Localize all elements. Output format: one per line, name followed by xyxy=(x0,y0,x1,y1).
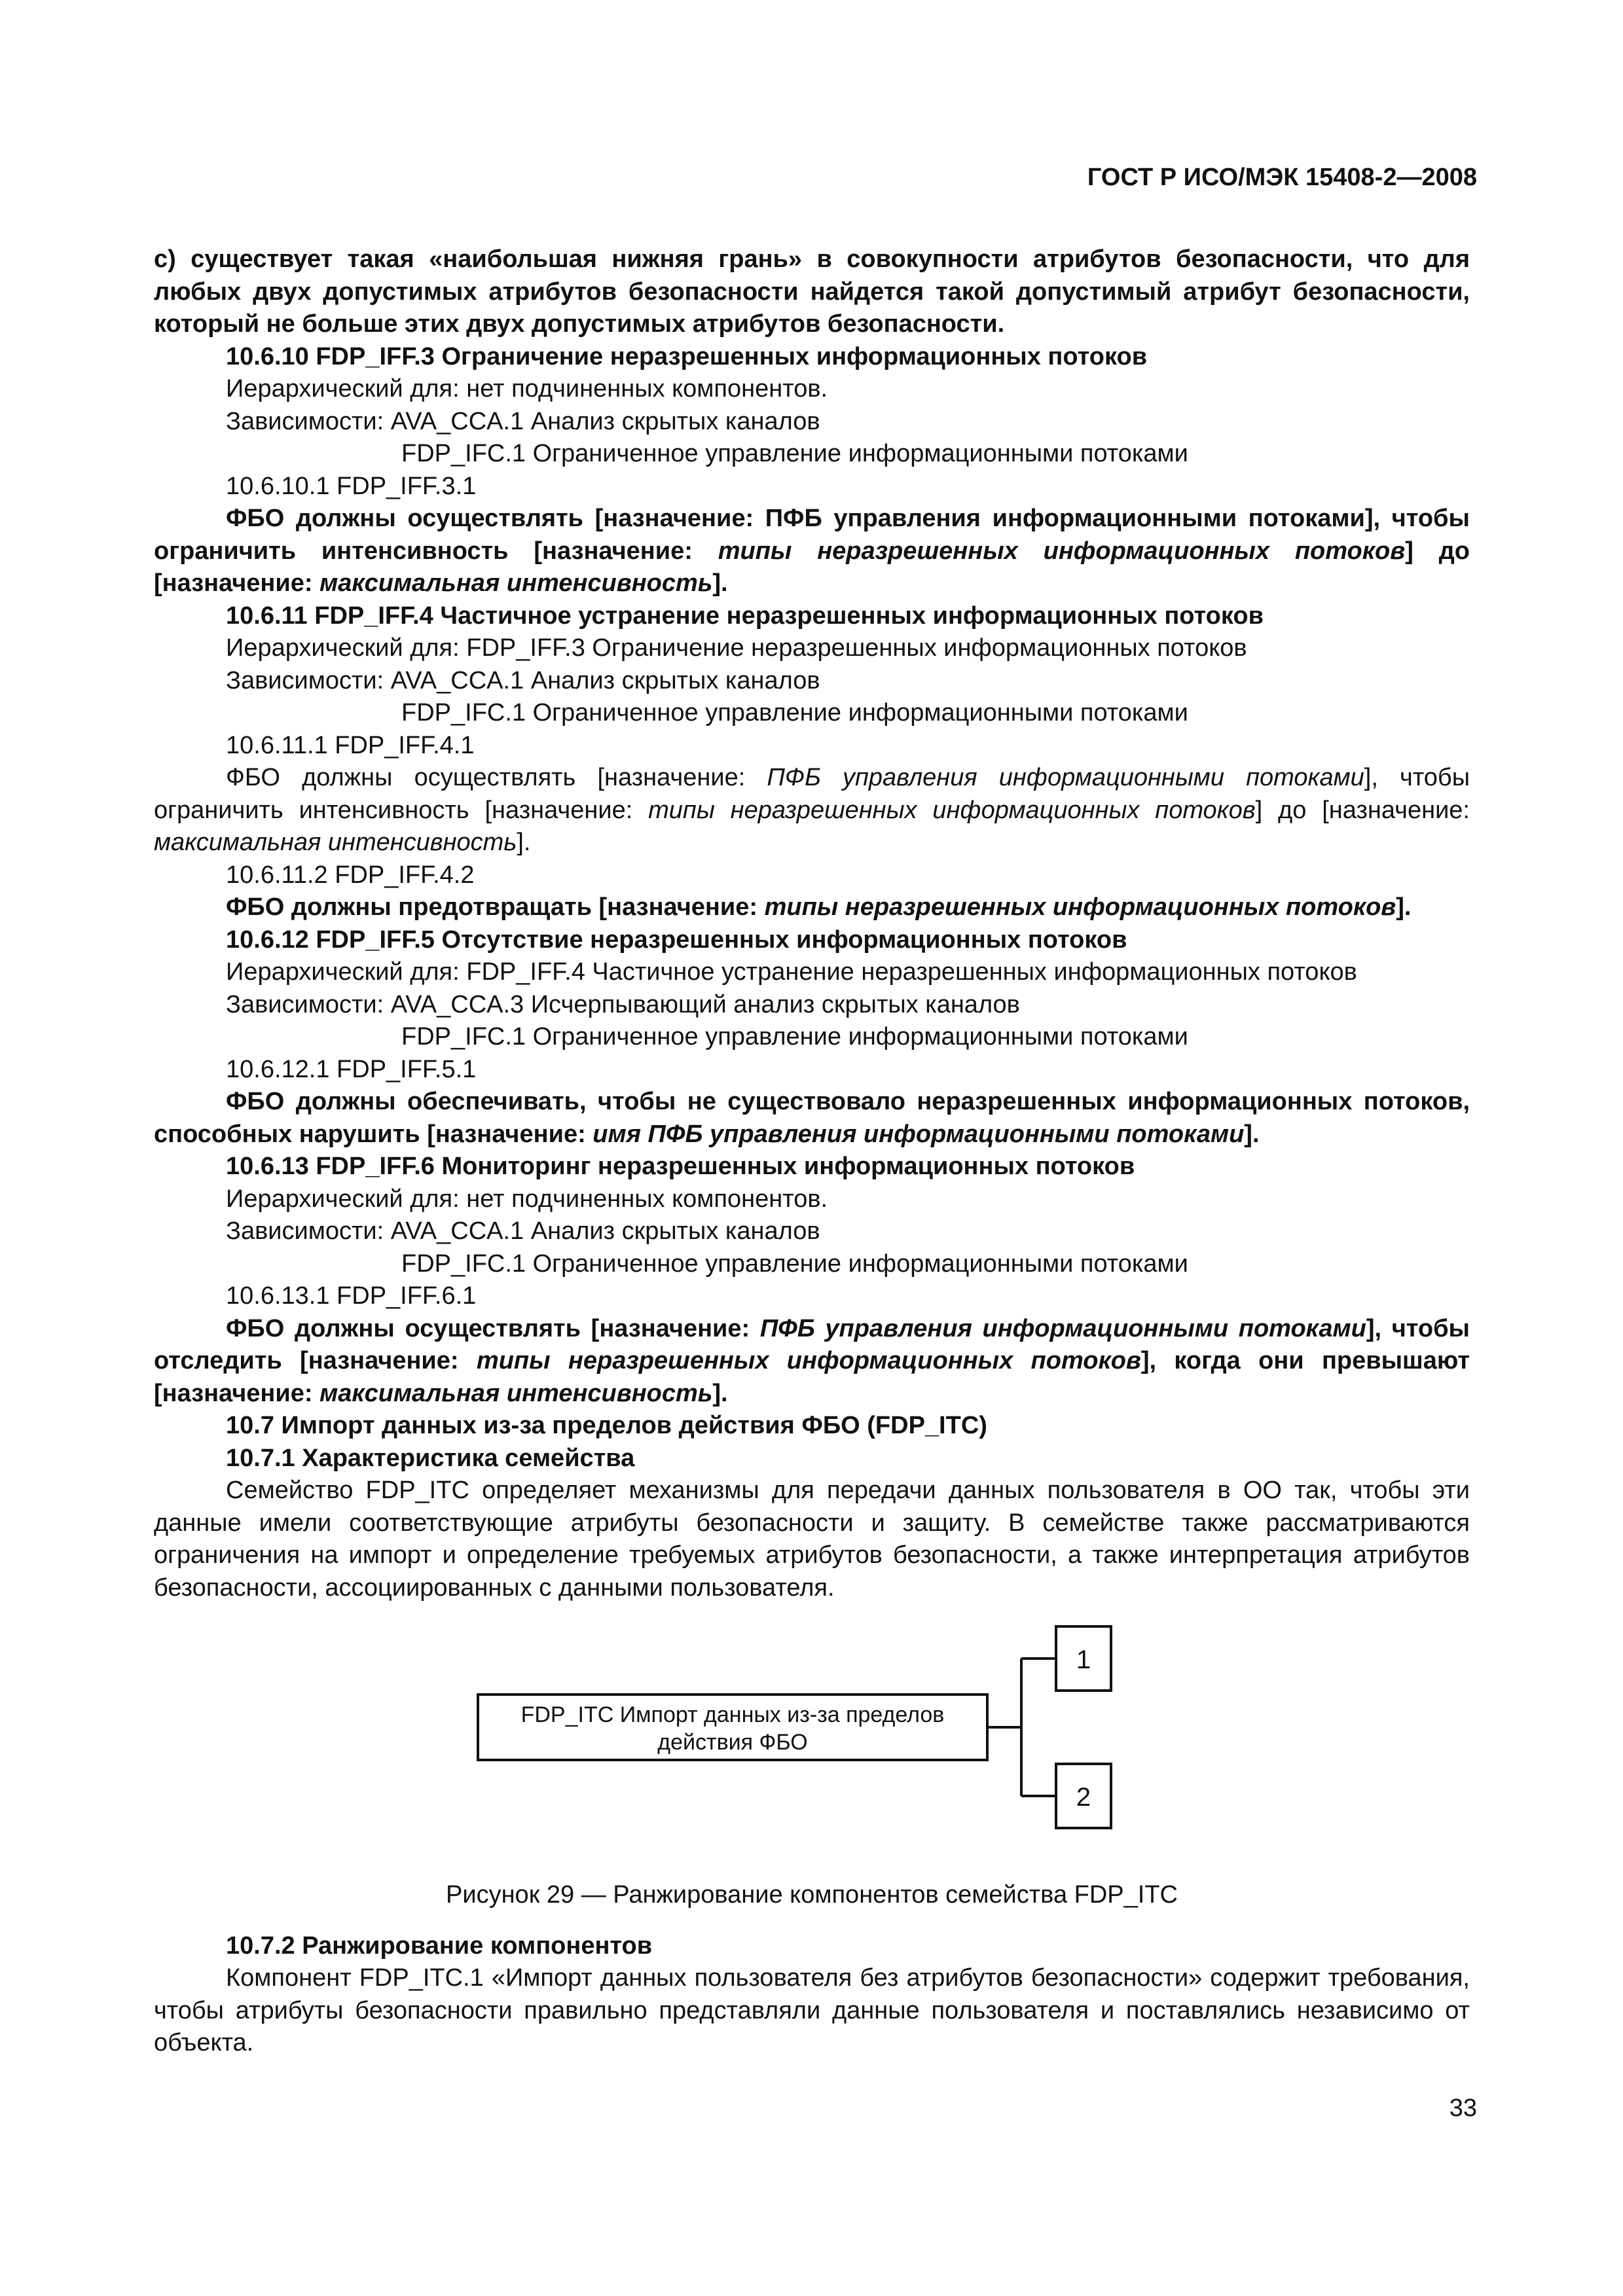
text-run: ], чтобы отследить [назначение: xyxy=(154,1314,1470,1374)
text-run: ], чтобы ограничить интенсивность [назначение: xyxy=(154,764,1470,824)
requirement-text xyxy=(154,891,1470,924)
component-ranking-diagram xyxy=(154,1623,1470,1871)
document-body xyxy=(154,243,1470,2060)
assignment-italic: типы неразрешенных информационных потоков xyxy=(476,1347,1141,1374)
assignment-italic: типы неразрешенных информационных потоков xyxy=(764,893,1396,921)
dependencies-line: Зависимости: AVA_CCA.1 Анализ скрытых каналов xyxy=(226,407,820,435)
dependencies-line-cont: FDP_IFC.1 Ограниченное управление информационными потоками xyxy=(401,699,1188,726)
dependencies-line: Зависимости: AVA_CCA.3 Исчерпывающий анализ скрытых каналов xyxy=(226,990,1020,1018)
dependencies-line: Зависимости: AVA_CCA.1 Анализ скрытых каналов xyxy=(226,1217,820,1245)
text-run: ]. xyxy=(517,829,531,856)
element-id: 10.6.12.1 FDP_IFF.5.1 xyxy=(226,1055,477,1083)
figure-caption: Рисунок 29 — Ранжирование компонентов семейства FDP_ITC xyxy=(446,1881,1178,1909)
element-id: 10.6.10.1 FDP_IFF.3.1 xyxy=(226,472,477,500)
family-box-label-1: FDP_ITC Импорт данных из-за пределов xyxy=(520,1702,945,1727)
dependencies-line-cont: FDP_IFC.1 Ограниченное управление информационными потоками xyxy=(401,1249,1188,1278)
ranking-description: Компонент FDP_ITC.1 «Импорт данных пользователя без атрибутов безопасности» содержит требования, чтобы атрибуты безопасности правильно представляли данные пользователя и поставлялись независимо от объекта. xyxy=(154,1964,1470,2056)
dependencies-line: Зависимости: AVA_CCA.1 Анализ скрытых каналов xyxy=(226,666,820,694)
hierarchy-line: Иерархический для: нет подчиненных компонентов. xyxy=(226,375,828,403)
section-heading-10-6-12: 10.6.12 FDP_IFF.5 Отсутствие неразрешенных информационных потоков xyxy=(226,925,1127,954)
assignment-italic: ПФБ управления информационными потоками xyxy=(759,1314,1366,1342)
assignment-italic: типы неразрешенных информационных потоков xyxy=(718,537,1406,565)
text-run: ], когда они превышают [назначение: xyxy=(154,1347,1470,1407)
text-run: ] до [назначение: xyxy=(1255,796,1470,824)
document-id-header: ГОСТ Р ИСО/МЭК 15408-2—2008 xyxy=(1087,164,1477,191)
section-heading-10-6-11: 10.6.11 FDP_IFF.4 Частичное устранение неразрешенных информационных потоков xyxy=(226,601,1264,630)
component-box-2-label: 2 xyxy=(1076,1783,1091,1812)
hierarchy-line: Иерархический для: нет подчиненных компонентов. xyxy=(226,1185,828,1213)
requirement-text xyxy=(154,1313,1470,1410)
text-run: ФБО должны осуществлять [назначение: ПФБ управления информационными потоками], чтобы ограничить интенсивность [назначение: xyxy=(154,505,1470,565)
section-heading-10-6-13: 10.6.13 FDP_IFF.6 Мониторинг неразрешенных информационных потоков xyxy=(226,1153,1135,1180)
requirement-text xyxy=(154,762,1470,859)
section-heading-10-6-10: 10.6.10 FDP_IFF.3 Ограничение неразрешенных информационных потоков xyxy=(226,342,1148,370)
text-run: ]. xyxy=(712,1379,728,1407)
paragraph-item-c: с) существует такая «наибольшая нижняя грань» в совокупности атрибутов безопасности, что для любых двух допустимых атрибутов безопасности найдется такой допустимый атрибут безопасности, который не больше этих двух допустимых атрибутов безопасности. xyxy=(154,245,1470,338)
text-run: ФБО должны осуществлять [назначение: xyxy=(226,764,767,791)
text-run: ]. xyxy=(1244,1120,1260,1148)
hierarchy-line: Иерархический для: FDP_IFF.3 Ограничение неразрешенных информационных потоков xyxy=(226,634,1247,662)
assignment-italic: максимальная интенсивность xyxy=(154,829,517,856)
text-run: ] до [назначение: xyxy=(154,537,1470,597)
dependencies-line-cont: FDP_IFC.1 Ограниченное управление информационными потоками xyxy=(401,1023,1188,1050)
assignment-italic: типы неразрешенных информационных потоков xyxy=(648,796,1256,824)
text-run: ]. xyxy=(712,569,728,597)
section-heading-10-7-1: 10.7.1 Характеристика семейства xyxy=(226,1444,635,1472)
text-run: ФБО должны осуществлять [назначение: xyxy=(226,1314,760,1342)
assignment-italic: максимальная интенсивность xyxy=(319,569,713,597)
assignment-italic: имя ПФБ управления информационными потоками xyxy=(593,1120,1245,1148)
family-box-label-2: действия ФБО xyxy=(657,1730,808,1755)
hierarchy-line: Иерархический для: FDP_IFF.4 Частичное устранение неразрешенных информационных потоков xyxy=(226,958,1357,986)
text-run: ]. xyxy=(1396,893,1412,921)
requirement-text xyxy=(154,503,1470,600)
family-description: Семейство FDP_ITC определяет механизмы для передачи данных пользователя в ОО так, чтобы эти данные имели соответствующие атрибуты безопасности и защиту. В семействе также рассматриваются ограничения на импорт и определение требуемых атрибутов безопасности, а также интерпретация атрибутов безопасности, ассоциированных с данными пользователя. xyxy=(154,1477,1470,1602)
element-id: 10.6.13.1 FDP_IFF.6.1 xyxy=(226,1282,477,1310)
page-number: 33 xyxy=(1449,2094,1477,2122)
section-heading-10-7-2: 10.7.2 Ранжирование компонентов xyxy=(226,1931,653,1960)
assignment-italic: максимальная интенсивность xyxy=(319,1379,713,1407)
text-run: ФБО должны обеспечивать, чтобы не существовало неразрешенных информационных потоков, способных нарушить [назначение: xyxy=(154,1088,1470,1148)
section-heading-10-7: 10.7 Импорт данных из-за пределов действия ФБО (FDP_ITC) xyxy=(226,1412,987,1439)
element-id: 10.6.11.1 FDP_IFF.4.1 xyxy=(226,731,475,759)
text-run: ФБО должны предотвращать [назначение: xyxy=(226,893,765,921)
element-id: 10.6.11.2 FDP_IFF.4.2 xyxy=(226,861,475,889)
requirement-text xyxy=(154,1086,1470,1151)
figure-component-ranking xyxy=(154,1623,1470,1871)
component-box-1-label: 1 xyxy=(1076,1645,1091,1674)
assignment-italic: ПФБ управления информационными потоками xyxy=(767,764,1364,791)
dependencies-line-cont: FDP_IFC.1 Ограниченное управление информационными потоками xyxy=(401,440,1188,467)
